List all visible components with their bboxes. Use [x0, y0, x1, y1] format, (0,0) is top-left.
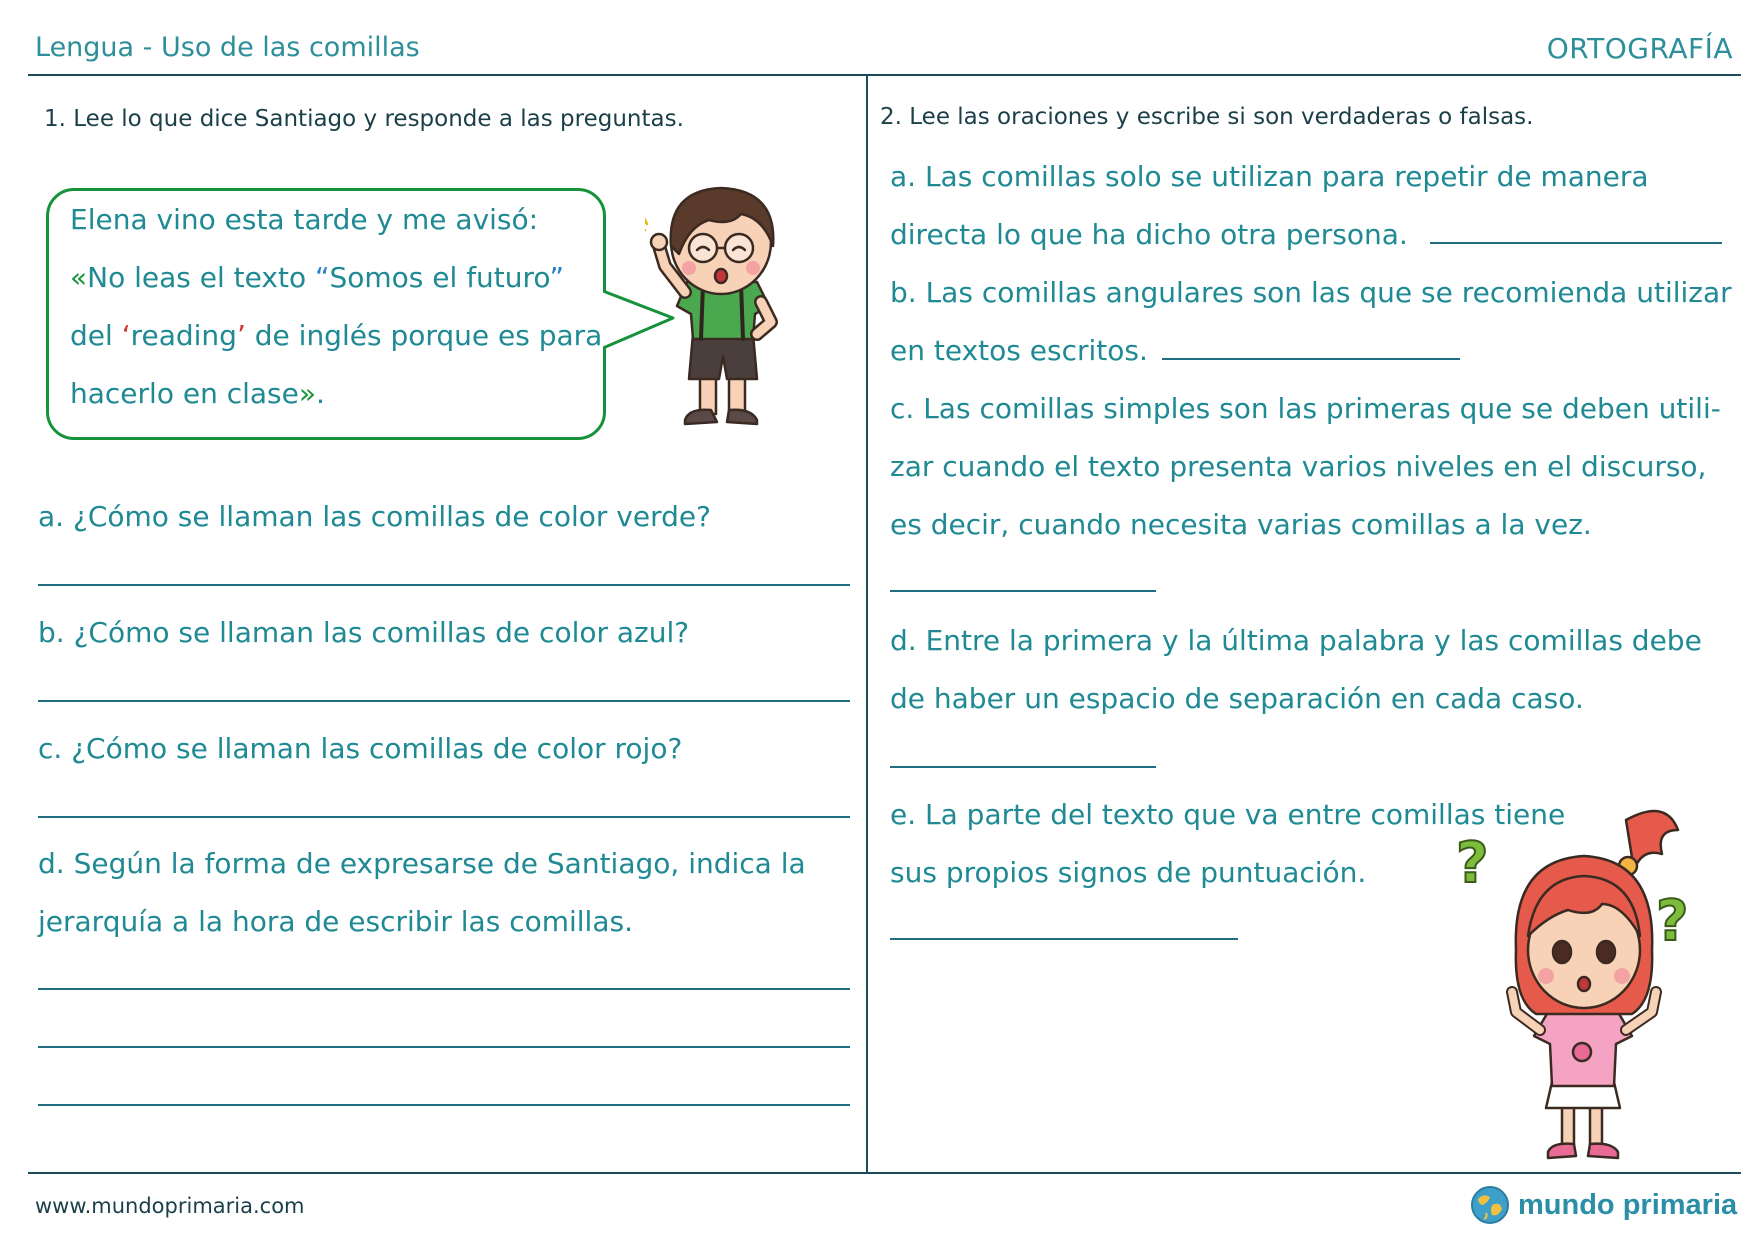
statement-2b-line2: en textos escritos. — [890, 334, 1148, 367]
question-1a: a. ¿Cómo se llaman las comillas de color verde? — [38, 500, 711, 533]
question-1d-line2: jerarquía a la hora de escribir las comillas. — [38, 905, 633, 938]
statement-2e-line1: e. La parte del texto que va entre comillas tiene — [890, 798, 1566, 831]
single-quote-close: ’ — [236, 319, 246, 352]
girl-confused-illustration — [1456, 800, 1716, 1170]
answer-line-1d-3[interactable] — [38, 1104, 850, 1106]
bubble-line-2: «No leas el texto “Somos el futuro” — [70, 261, 565, 294]
footer-divider — [28, 1172, 1741, 1174]
angular-quote-open: « — [70, 261, 88, 294]
answer-line-1c[interactable] — [38, 816, 850, 818]
question-mark-icon: ? — [1456, 831, 1489, 896]
answer-line-2a[interactable] — [1430, 242, 1722, 244]
single-quote-open: ‘ — [121, 319, 131, 352]
boy-santiago-illustration — [645, 184, 795, 444]
question-1b: b. ¿Cómo se llaman las comillas de color azul? — [38, 616, 690, 649]
bubble-line-4: hacerlo en clase». — [70, 377, 325, 410]
worksheet-topic: ORTOGRAFÍA — [1546, 32, 1733, 65]
answer-line-1d-1[interactable] — [38, 988, 850, 990]
worksheet-subject: Lengua - Uso de las comillas — [35, 32, 420, 63]
answer-line-2e[interactable] — [890, 938, 1238, 940]
header-divider — [28, 74, 1741, 76]
exercise1-instruction: 1. Lee lo que dice Santiago y responde a las preguntas. — [44, 106, 684, 132]
statement-2a-line1: a. Las comillas solo se utilizan para repetir de manera — [890, 160, 1649, 193]
statement-2a-line2: directa lo que ha dicho otra persona. — [890, 218, 1408, 251]
statement-2d-line1: d. Entre la primera y la última palabra y las comillas debe — [890, 624, 1702, 657]
exercise2-instruction: 2. Lee las oraciones y escribe si son verdaderas o falsas. — [880, 104, 1534, 130]
bubble-line-3: del ‘reading’ de inglés porque es para — [70, 319, 603, 352]
answer-line-1d-2[interactable] — [38, 1046, 850, 1048]
statement-2b-line1: b. Las comillas angulares son las que se recomienda utilizar — [890, 276, 1732, 309]
statement-2c-line3: es decir, cuando necesita varias comillas a la vez. — [890, 508, 1592, 541]
answer-line-1a[interactable] — [38, 584, 850, 586]
question-1c: c. ¿Cómo se llaman las comillas de color rojo? — [38, 732, 683, 765]
bubble-line-1: Elena vino esta tarde y me avisó: — [70, 203, 539, 236]
question-1d-line1: d. Según la forma de expresarse de Santiago, indica la — [38, 847, 806, 880]
double-quote-open: “ — [314, 261, 330, 294]
answer-line-1b[interactable] — [38, 700, 850, 702]
footer-url[interactable]: www.mundoprimaria.com — [35, 1194, 305, 1218]
angular-quote-close: » — [298, 377, 317, 410]
globe-logo-icon — [1470, 1185, 1510, 1225]
statement-2d-line2: de haber un espacio de separación en cada caso. — [890, 682, 1584, 715]
question-mark-icon: ? — [1656, 889, 1689, 954]
statement-2c-line2: zar cuando el texto presenta varios niveles en el discurso, — [890, 450, 1707, 483]
statement-2e-line2: sus propios signos de puntuación. — [890, 856, 1367, 889]
brand-logo — [1470, 1183, 1737, 1227]
double-quote-close: ” — [549, 261, 565, 294]
column-divider — [866, 76, 868, 1172]
answer-line-2b[interactable] — [1162, 358, 1460, 360]
logo-text: mundo primaria — [1518, 1188, 1738, 1221]
answer-line-2d[interactable] — [890, 766, 1156, 768]
statement-2c-line1: c. Las comillas simples son las primeras que se deben utili- — [890, 392, 1721, 425]
answer-line-2c[interactable] — [890, 590, 1156, 592]
